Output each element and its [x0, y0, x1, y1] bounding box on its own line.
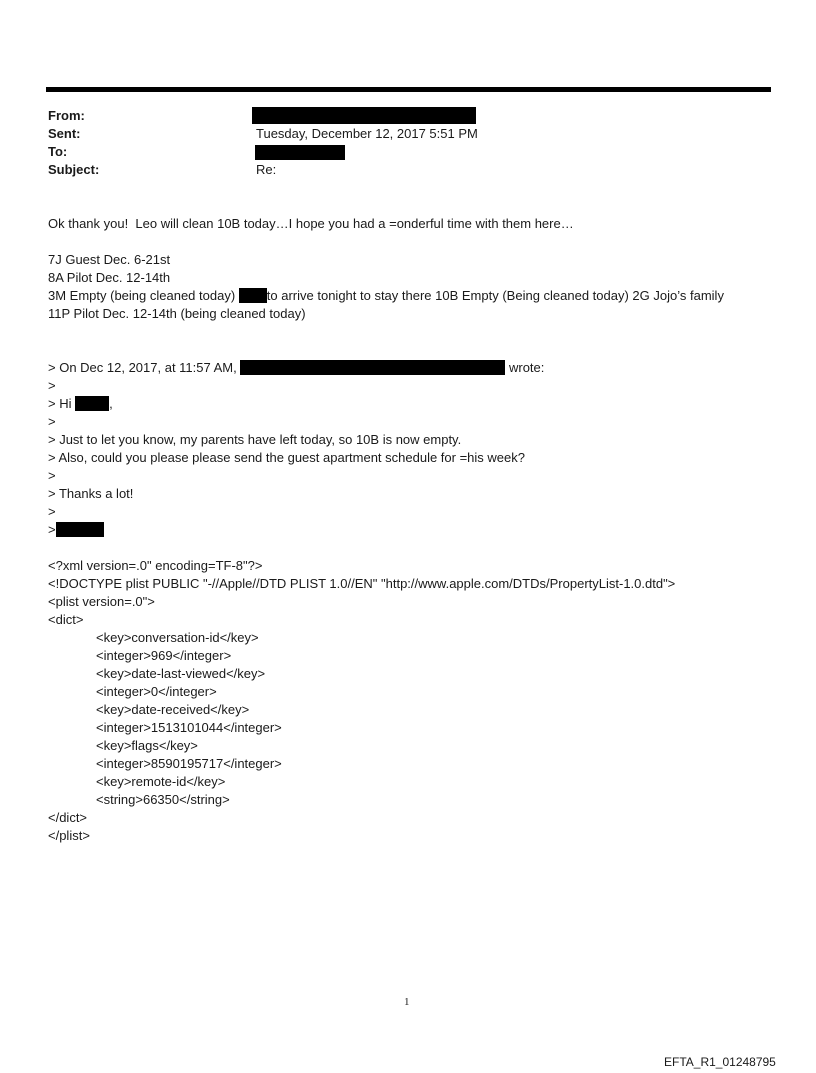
quoted-blank: > — [48, 468, 56, 483]
quoted-blank: > — [48, 504, 56, 519]
quoted-blank: > — [48, 378, 56, 393]
body-intro: Ok thank you! Leo will clean 10B today…I hope you had a =onderful time with them here… — [48, 216, 574, 231]
subject-value: Re: — [256, 162, 277, 177]
quoted-greeting — [48, 396, 113, 412]
xml-entry: <string>66350</string> — [96, 792, 230, 807]
quoted-thanks: > Thanks a lot! — [48, 486, 134, 501]
xml-entry: <key>conversation-id</key> — [96, 630, 259, 645]
xml-entry: <integer>969</integer> — [96, 648, 232, 663]
xml-entry: <key>flags</key> — [96, 738, 198, 753]
schedule-line: 7J Guest Dec. 6-21st — [48, 252, 171, 267]
quoted-header — [48, 360, 544, 376]
xml-plist-close: </plist> — [48, 828, 90, 843]
to-label: To: — [48, 144, 68, 159]
quoted-sig-prefix: > — [48, 522, 56, 537]
page-number: 1 — [404, 996, 410, 1008]
subject-label: Subject: — [48, 162, 100, 177]
xml-plist-open: <plist version=.0"> — [48, 594, 155, 609]
xml-entry: <key>date-last-viewed</key> — [96, 666, 266, 681]
redacted-from — [252, 107, 476, 124]
schedule-3m-text: 3M Empty (being cleaned today) — [48, 288, 239, 303]
redacted-sender — [240, 360, 505, 375]
sent-label: Sent: — [48, 126, 81, 141]
redacted-name — [239, 288, 267, 303]
xml-entry: <integer>8590195717</integer> — [96, 756, 282, 771]
quoted-hi-suffix: , — [109, 396, 113, 411]
quoted-hi-prefix: > Hi — [48, 396, 76, 411]
xml-doctype: <!DOCTYPE plist PUBLIC "-//Apple//DTD PLIST 1.0//EN" "http://www.apple.com/DTDs/PropertyList-1.0.dtd"> — [48, 576, 676, 591]
redacted-recipient-name — [75, 396, 109, 411]
schedule-line: 11P Pilot Dec. 12-14th (being cleaned today) — [48, 306, 306, 321]
xml-entry: <key>remote-id</key> — [96, 774, 226, 789]
schedule-line-3m — [48, 288, 724, 304]
quoted-on-prefix: > On Dec 12, 2017, at 11:57 AM, — [48, 360, 241, 375]
xml-dict-close: </dict> — [48, 810, 88, 825]
quoted-blank: > — [48, 414, 56, 429]
header-rule — [46, 87, 771, 92]
xml-entry: <integer>1513101044</integer> — [96, 720, 282, 735]
sent-value: Tuesday, December 12, 2017 5:51 PM — [256, 126, 478, 141]
from-label: From: — [48, 108, 85, 123]
quoted-signature — [48, 522, 104, 538]
quoted-line: > Just to let you know, my parents have left today, so 10B is now empty. — [48, 432, 462, 447]
redacted-to — [255, 145, 345, 160]
xml-declaration: <?xml version=.0" encoding=TF-8"?> — [48, 558, 263, 573]
schedule-arrival-text: to arrive tonight to stay there 10B Empty (Being cleaned today) 2G Jojo’s family — [266, 288, 724, 303]
schedule-line: 8A Pilot Dec. 12-14th — [48, 270, 171, 285]
redacted-signature — [56, 522, 104, 537]
xml-entry: <key>date-received</key> — [96, 702, 250, 717]
quoted-on-suffix: wrote: — [505, 360, 545, 375]
document-id: EFTA_R1_01248795 — [664, 1055, 776, 1069]
xml-entry: <integer>0</integer> — [96, 684, 217, 699]
xml-dict-open: <dict> — [48, 612, 84, 627]
quoted-line: > Also, could you please please send the guest apartment schedule for =his week? — [48, 450, 525, 465]
